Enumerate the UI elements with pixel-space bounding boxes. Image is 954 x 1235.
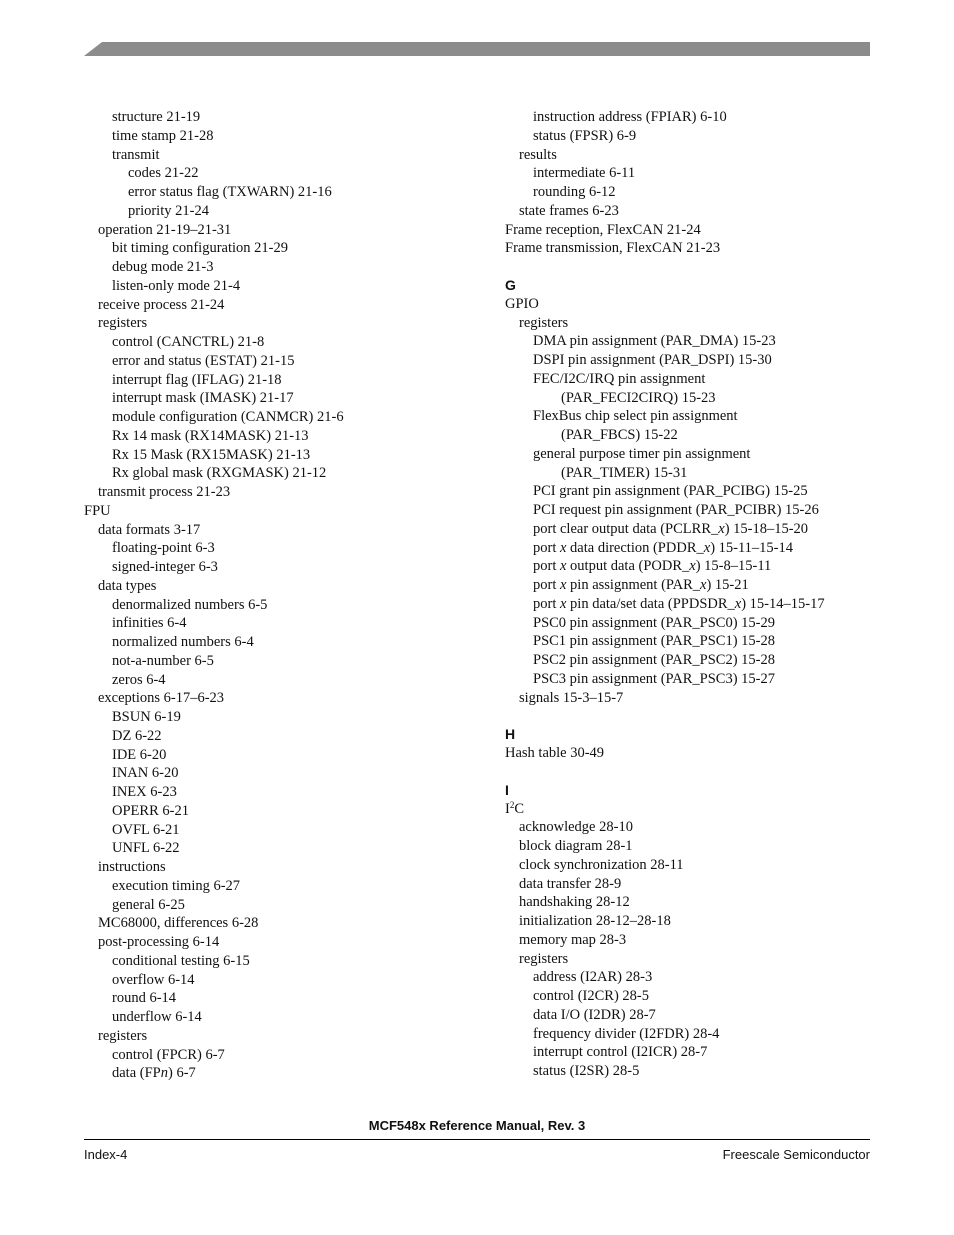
index-entry: execution timing 6-27 [112, 877, 241, 894]
entry-text: port [533, 595, 560, 612]
index-entry: registers [519, 314, 569, 331]
index-entry: FEC/I2C/IRQ pin assignment [533, 370, 706, 387]
index-entry: INEX 6-23 [112, 784, 177, 800]
index-entry: instructions [98, 859, 166, 875]
index-entry: initialization 28-12–28-18 [519, 913, 671, 929]
index-column-right [505, 108, 905, 1081]
entry-text: ) 6-7 [167, 1065, 196, 1082]
index-entry: acknowledge 28-10 [519, 819, 633, 836]
index-entry: DMA pin assignment (PAR_DMA) 15-23 [533, 333, 776, 350]
index-entry: address (I2AR) 28-3 [533, 969, 653, 986]
index-entry [505, 557, 905, 576]
index-entry: status (FPSR) 6-9 [533, 127, 637, 144]
index-entry: PCI grant pin assignment (PAR_PCIBG) 15-25 [533, 483, 808, 500]
entry-italic: n [160, 1065, 168, 1082]
index-entry: not-a-number 6-5 [112, 652, 214, 669]
entry-italic: x [559, 577, 567, 593]
index-entry: PSC2 pin assignment (PAR_PSC2) 15-28 [533, 652, 775, 668]
index-entry: structure 21-19 [112, 109, 201, 125]
index-entry: block diagram 28-1 [519, 838, 633, 854]
entry-text: ) 15-18–15-20 [724, 520, 809, 537]
index-entry: DZ 6-22 [112, 727, 162, 744]
index-entry: (PAR_FECI2CIRQ) 15-23 [561, 389, 716, 406]
index-entry: denormalized numbers 6-5 [112, 596, 268, 613]
index-entry: control (I2CR) 28-5 [533, 988, 649, 1004]
index-entry: registers [519, 950, 569, 967]
index-entry: general purpose timer pin assignment [533, 445, 751, 462]
superscript: 2 [509, 799, 515, 810]
index-entry: control (FPCR) 6-7 [112, 1046, 225, 1063]
index-entry: PSC1 pin assignment (PAR_PSC1) 15-28 [533, 633, 775, 650]
index-entry: bit timing configuration 21-29 [112, 240, 288, 257]
index-entry [505, 520, 905, 539]
index-entry: instruction address (FPIAR) 6-10 [533, 109, 727, 125]
entry-italic: x [559, 595, 567, 612]
index-entry: registers [98, 315, 148, 332]
index-entry: rounding 6-12 [533, 184, 616, 200]
entry-italic: x [689, 558, 696, 575]
index-entry: interrupt flag (IFLAG) 21-18 [112, 371, 282, 388]
index-entry: general 6-25 [112, 896, 185, 913]
index-entry: OVFL 6-21 [112, 821, 180, 838]
footer-divider [84, 1139, 870, 1140]
entry-italic: x [559, 539, 567, 556]
index-entry: intermediate 6-11 [533, 165, 636, 182]
index-entry: status (I2SR) 28-5 [533, 1063, 640, 1079]
header-bar [84, 42, 870, 56]
index-entry: control (CANCTRL) 21-8 [112, 334, 265, 350]
index-entry: DSPI pin assignment (PAR_DSPI) 15-30 [533, 352, 772, 368]
entry-text: port clear output data (PCLRR_ [533, 520, 719, 537]
entry-text: port [533, 539, 560, 556]
index-entry: infinities 6-4 [112, 615, 187, 632]
entry-italic: x [700, 577, 707, 593]
index-entry: data formats 3-17 [98, 521, 201, 538]
index-entry: data types [98, 577, 157, 594]
section-letter-g: G [505, 277, 516, 293]
index-entry-main: Frame reception, FlexCAN 21-24 [505, 221, 701, 238]
page-number: Index-4 [84, 1147, 128, 1162]
index-entry: results [519, 146, 557, 163]
index-entry: data I/O (I2DR) 28-7 [533, 1006, 656, 1023]
index-entry [505, 595, 905, 614]
index-entry: normalized numbers 6-4 [112, 634, 254, 650]
index-entry: underflow 6-14 [112, 1009, 202, 1025]
footer-title: MCF548x Reference Manual, Rev. 3 [368, 1118, 586, 1133]
index-entry: registers [98, 1027, 148, 1044]
entry-text: data direction (PDDR_ [566, 539, 704, 556]
index-entry: memory map 28-3 [519, 931, 627, 948]
section-letter-i: I [505, 781, 509, 798]
index-entry: listen-only mode 21-4 [112, 277, 241, 294]
index-entry: UNFL 6-22 [112, 840, 180, 857]
index-entry-main: Hash table 30-49 [505, 745, 605, 761]
index-entry: handshaking 28-12 [519, 894, 630, 911]
index-entry [505, 576, 905, 595]
index-entry: PSC0 pin assignment (PAR_PSC0) 15-29 [533, 614, 775, 631]
index-entry: interrupt control (I2ICR) 28-7 [533, 1044, 708, 1061]
index-entry: OPERR 6-21 [112, 802, 189, 819]
index-entry: signals 15-3–15-7 [519, 689, 624, 706]
index-entry: (PAR_TIMER) 15-31 [561, 464, 688, 481]
index-entry: clock synchronization 28-11 [519, 856, 684, 873]
index-entry: data transfer 28-9 [519, 875, 622, 892]
index-entry: Rx global mask (RXGMASK) 21-12 [112, 465, 327, 482]
entry-italic: x [703, 539, 711, 556]
entry-text: ) 15-14–15-17 [741, 595, 825, 612]
index-entry: codes 21-22 [128, 165, 199, 182]
index-entry: Rx 14 mask (RX14MASK) 21-13 [112, 427, 309, 444]
entry-italic: x [734, 595, 742, 612]
entry-text: port [533, 558, 560, 575]
entry-text: C [514, 800, 525, 817]
index-entry: PCI request pin assignment (PAR_PCIBR) 15-26 [533, 502, 819, 518]
entry-text: ) 15-21 [706, 577, 749, 593]
entry-text: data (FP [112, 1065, 161, 1082]
index-entry: MC68000, differences 6-28 [98, 915, 259, 932]
index-entry: overflow 6-14 [112, 971, 195, 988]
index-entry: post-processing 6-14 [98, 934, 220, 950]
index-entry: FlexBus chip select pin assignment [533, 408, 738, 425]
entry-italic: x [559, 558, 567, 575]
index-entry: debug mode 21-3 [112, 259, 214, 275]
entry-text: ) 15-11–15-14 [710, 539, 794, 556]
entry-text: output data (PODR_ [566, 558, 690, 575]
company-name: Freescale Semiconductor [722, 1147, 870, 1162]
index-entry: frequency divider (I2FDR) 28-4 [533, 1025, 720, 1042]
index-entry: time stamp 21-28 [112, 127, 214, 144]
index-entry: module configuration (CANMCR) 21-6 [112, 409, 344, 425]
entry-text: pin data/set data (PPDSDR_ [566, 595, 735, 612]
entry-text: pin assignment (PAR_ [566, 577, 701, 593]
index-entry: Rx 15 Mask (RX15MASK) 21-13 [112, 446, 311, 463]
index-entry: signed-integer 6-3 [112, 559, 218, 575]
entry-text: I [505, 800, 510, 817]
entry-text: port [533, 577, 560, 593]
index-entry: state frames 6-23 [519, 202, 619, 219]
index-entry: operation 21-19–21-31 [98, 221, 232, 238]
index-column-left [84, 108, 484, 1083]
index-entry-main: GPIO [505, 295, 539, 312]
index-entry: IDE 6-20 [112, 746, 167, 763]
index-entry-main: Frame transmission, FlexCAN 21-23 [505, 240, 721, 257]
index-entry: interrupt mask (IMASK) 21-17 [112, 390, 294, 407]
index-entry: zeros 6-4 [112, 671, 166, 688]
entry-italic: x [718, 520, 725, 537]
index-entry-main [505, 800, 905, 819]
entry-text: ) 15-8–15-11 [695, 558, 772, 575]
index-entry-main: FPU [84, 502, 111, 519]
index-entry: INAN 6-20 [112, 765, 179, 782]
index-entry: floating-point 6-3 [112, 540, 215, 557]
index-entry: BSUN 6-19 [112, 709, 181, 725]
index-entry: error status flag (TXWARN) 21-16 [128, 184, 332, 200]
index-entry: conditional testing 6-15 [112, 952, 250, 969]
index-entry: exceptions 6-17–6-23 [98, 690, 225, 707]
index-entry [505, 539, 905, 558]
index-entry: transmit [112, 146, 160, 163]
section-letter-h: H [505, 726, 516, 743]
index-entry: PSC3 pin assignment (PAR_PSC3) 15-27 [533, 670, 775, 687]
index-entry: priority 21-24 [128, 202, 209, 219]
index-entry: transmit process 21-23 [98, 484, 231, 500]
index-entry: round 6-14 [112, 990, 177, 1007]
index-entry: (PAR_FBCS) 15-22 [561, 427, 678, 443]
index-entry: error and status (ESTAT) 21-15 [112, 352, 295, 369]
index-entry [84, 1064, 484, 1083]
index-entry: receive process 21-24 [98, 296, 225, 313]
